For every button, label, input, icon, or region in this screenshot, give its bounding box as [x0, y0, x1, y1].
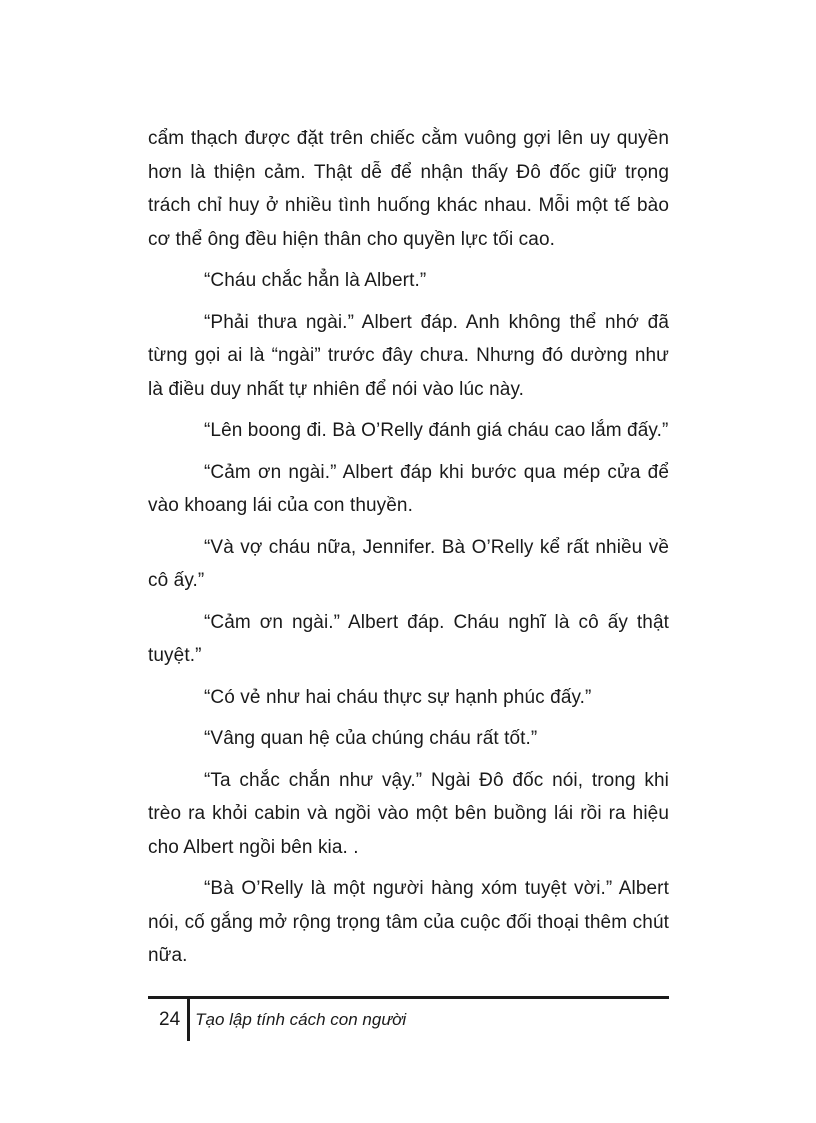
paragraph: “Vâng quan hệ của chúng cháu rất tốt.”: [204, 728, 538, 749]
paragraph: “Bà O’Relly là một người hàng xóm tuyệt vời.” Albert nói, cố gắng mở rộng trọng tâm của cuộc đối thoại thêm chút nữa.: [148, 878, 669, 966]
page-footer: [148, 999, 406, 1041]
paragraph: “Phải thưa ngài.” Albert đáp. Anh không thể nhớ đã từng gọi ai là “ngài” trước đây chưa. Nhưng đó dường như là điều duy nhất tự nhiên để nói vào lúc này.: [148, 311, 669, 400]
page-number: 24: [159, 1009, 181, 1030]
paragraph: cẩm thạch được đặt trên chiếc cằm vuông gợi lên uy quyền hơn là thiện cảm. Thật dễ để nhận thấy Đô đốc giữ trọng trách chỉ huy ở nhiều tình huống khác nhau. Mỗi một tế bào cơ thể ông đều hiện thân cho quyền lực tối cao.: [148, 128, 669, 250]
paragraph: “Cảm ơn ngài.” Albert đáp. Cháu nghĩ là cô ấy thật tuyệt.”: [148, 611, 669, 666]
paragraph: “Cháu chắc hẳn là Albert.”: [204, 270, 427, 291]
paragraph: “Và vợ cháu nữa, Jennifer. Bà O’Relly kể rất nhiều về cô ấy.”: [148, 536, 669, 591]
paragraph: “Có vẻ như hai cháu thực sự hạnh phúc đấy.”: [204, 686, 592, 708]
paragraph: “Ta chắc chắn như vậy.” Ngài Đô đốc nói, trong khi trèo ra khỏi cabin và ngồi vào một bên buồng lái rồi ra hiệu cho Albert ngồi bên kia. .: [148, 769, 669, 858]
paragraph: “Cảm ơn ngài.” Albert đáp khi bước qua mép cửa để vào khoang lái của con thuyền.: [148, 461, 669, 516]
paragraph: “Lên boong đi. Bà O’Relly đánh giá cháu cao lắm đấy.”: [204, 420, 669, 441]
running-title: Tạo lập tính cách con người: [195, 1010, 407, 1029]
body-text: [148, 122, 669, 981]
